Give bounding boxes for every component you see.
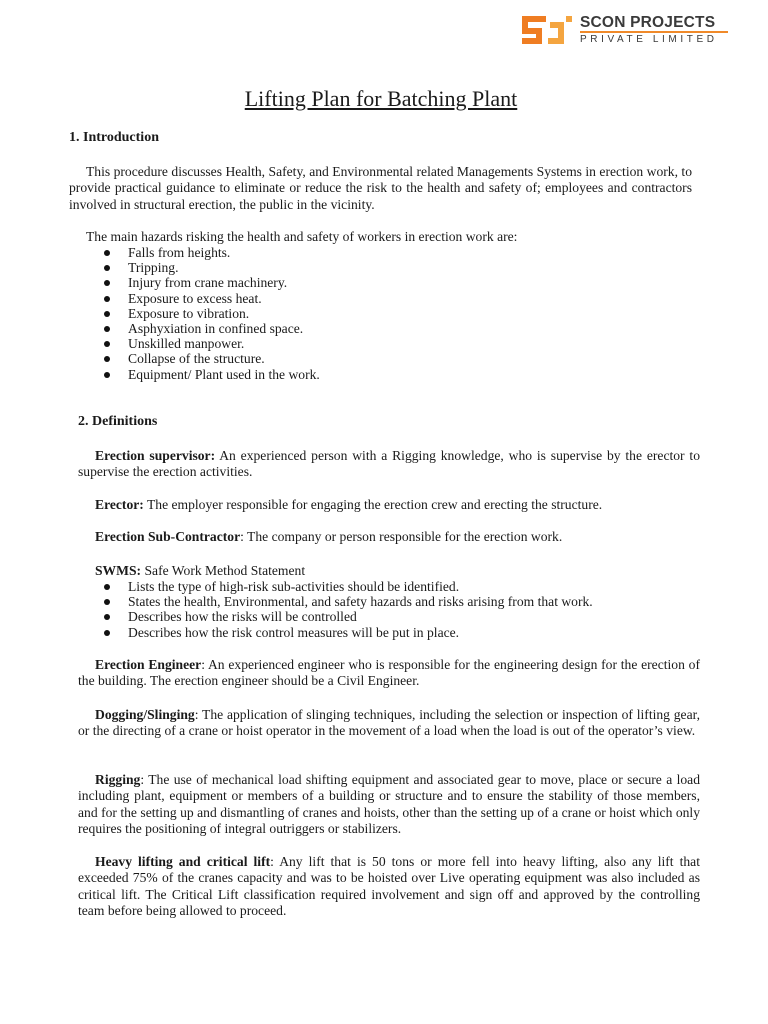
logo-divider — [580, 31, 728, 33]
definition-erection-engineer — [78, 657, 700, 690]
bullet-icon — [104, 630, 110, 636]
term: Erection Sub-Contractor — [95, 529, 241, 544]
list-item: Exposure to vibration. — [128, 306, 320, 321]
intro-heading: 1. Introduction — [69, 130, 159, 145]
bullet-icon — [104, 296, 110, 302]
list-item: States the health, Environmental, and safety hazards and risks arising from that work. — [128, 594, 593, 609]
intro-paragraph: This procedure discusses Health, Safety, and Environmental related Managements Systems in erection work, to provide practical guidance to eliminate or reduce the risk to the health and safety of; employees and contractors involved in structural erection, the public in the vicinity. — [69, 164, 692, 212]
definition-text: : The use of mechanical load shifting equipment and associated gear to move, place or secure a load including plant, equipment or members of a building or structure and to ensure the stability of those members, and for the setting up and dismantling of cranes and hoists, other than the setting up of a crane or hoist which only requires the positioning of integral outriggers or stabilizers. — [78, 772, 700, 837]
definition-erector — [95, 497, 700, 513]
definition-text: : The application of slinging techniques, including the selection or inspection of lifting gear, or the directing of a crane or hoist operator in the movement of a load when the load is out of the operator’s view. — [78, 707, 700, 739]
term: Erector: — [95, 497, 144, 512]
list-item: Exposure to excess heat. — [128, 291, 320, 306]
definition-text: Safe Work Method Statement — [141, 563, 306, 578]
list-item: Describes how the risks will be controlled — [128, 609, 593, 624]
list-item: Injury from crane machinery. — [128, 275, 320, 290]
list-item: Unskilled manpower. — [128, 336, 320, 351]
list-item: Lists the type of high-risk sub-activities should be identified. — [128, 579, 593, 594]
definition-heavy-critical-lift — [78, 854, 700, 920]
company-subtitle: PRIVATE LIMITED — [580, 34, 718, 45]
bullet-icon — [104, 599, 110, 605]
company-logo — [520, 14, 732, 48]
term: Erection supervisor: — [95, 448, 216, 463]
bullet-icon — [104, 614, 110, 620]
list-item: Falls from heights. — [128, 245, 320, 260]
page-title: Lifting Plan for Batching Plant — [244, 86, 518, 111]
bullet-icon — [104, 341, 110, 347]
term: Erection Engineer — [95, 657, 202, 672]
bullet-icon — [104, 311, 110, 317]
list-item: Describes how the risk control measures will be put in place. — [128, 625, 593, 640]
definition-text: : An experienced engineer who is responsible for the engineering design for the erection of the building. The erection engineer should be a Civil Engineer. — [78, 657, 700, 689]
bullet-icon — [104, 280, 110, 286]
term: Rigging — [95, 772, 141, 787]
definition-erection-supervisor — [78, 448, 700, 481]
swms-list — [128, 579, 593, 640]
definitions-heading: 2. Definitions — [78, 414, 158, 429]
definition-dogging-slinging — [78, 707, 700, 740]
definition-subcontractor — [95, 529, 700, 545]
definition-text: The employer responsible for engaging the erection crew and erecting the structure. — [143, 497, 603, 512]
bullet-icon — [104, 250, 110, 256]
definition-text: : Any lift that is 50 tons or more fell into heavy lifting, also any lift that exceeded 75% of the cranes capacity and was to be hoisted over Live operating equipment was also included as critical lift. The Critical Lift classification required involvement and sign off and approved by the controlling team before being allowed to proceed. — [78, 854, 700, 919]
list-item: Tripping. — [128, 260, 320, 275]
bullet-icon — [104, 372, 110, 378]
definition-swms — [95, 563, 700, 579]
term: Dogging/Slinging — [95, 707, 195, 722]
bullet-icon — [104, 326, 110, 332]
list-item: Equipment/ Plant used in the work. — [128, 367, 320, 382]
definition-text: : The company or person responsible for the erection work. — [240, 529, 563, 544]
company-name: SCON PROJECTS — [580, 14, 716, 31]
hazards-list — [128, 245, 320, 382]
definition-rigging — [78, 772, 700, 838]
bullet-icon — [104, 265, 110, 271]
list-item: Asphyxiation in confined space. — [128, 321, 320, 336]
hazards-intro: The main hazards risking the health and safety of workers in erection work are: — [86, 229, 518, 244]
term: Heavy lifting and critical lift — [95, 854, 271, 869]
list-item: Collapse of the structure. — [128, 351, 320, 366]
bullet-icon — [104, 584, 110, 590]
term: SWMS: — [95, 563, 142, 578]
scon-logo-icon — [520, 14, 576, 46]
bullet-icon — [104, 356, 110, 362]
definition-text: An experienced person with a Rigging knowledge, who is supervise by the erector to supervise the erection activities. — [78, 448, 700, 480]
